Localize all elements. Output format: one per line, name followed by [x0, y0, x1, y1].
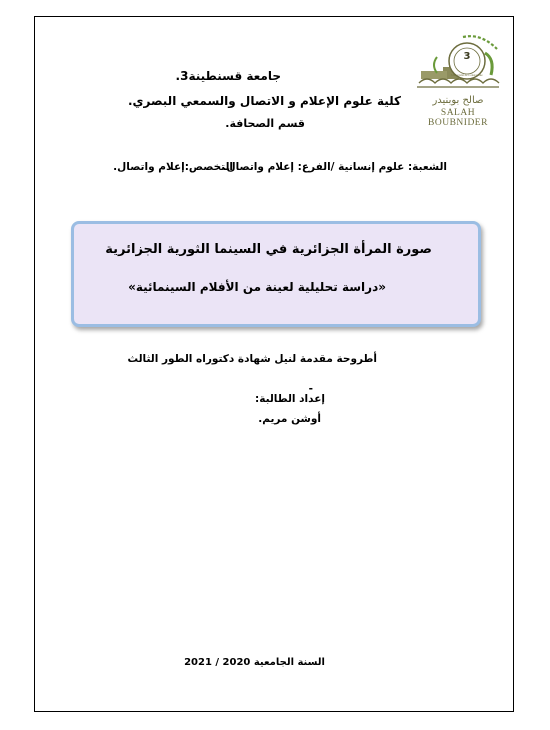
logo-arabic-text: صالح بوبنيدر [432, 95, 484, 106]
logo-seal-ring-text: Université de Constantine [451, 73, 483, 77]
specialty-info: التخصص:إعلام واتصال. [113, 161, 233, 173]
document-page [34, 16, 514, 712]
logo-seal-number: 3 [463, 51, 471, 62]
thesis-subtitle: «دراسة تحليلية لعينة من الأفلام السينمائية» [128, 280, 386, 294]
thesis-statement: أطروحة مقدمة لنيل شهادة دكتوراه الطور الثالث [127, 353, 377, 365]
logo-latin-text: SALAH BOUBNIDER [428, 108, 488, 128]
university-name: جامعة قسنطينة3. [175, 69, 281, 83]
university-seal-icon [413, 31, 503, 95]
university-logo [413, 31, 503, 128]
thesis-title-box [71, 221, 481, 327]
student-name: أوشن مريم. [258, 413, 321, 425]
prepared-by-label: إعداد الطالبة: [255, 393, 325, 405]
thesis-title: صورة المرأة الجزائرية في السينما الثورية الجزائرية [105, 242, 432, 257]
department-name: قسم الصحافة. [225, 117, 305, 130]
academic-year: السنة الجامعية 2020 / 2021 [184, 657, 325, 668]
list-dash: - [308, 383, 313, 395]
branch-info: الشعبة: علوم إنسانية /الفرع: إعلام واتصال. [222, 161, 447, 173]
faculty-name: كلية علوم الإعلام و الاتصال والسمعي البصري. [127, 94, 401, 108]
